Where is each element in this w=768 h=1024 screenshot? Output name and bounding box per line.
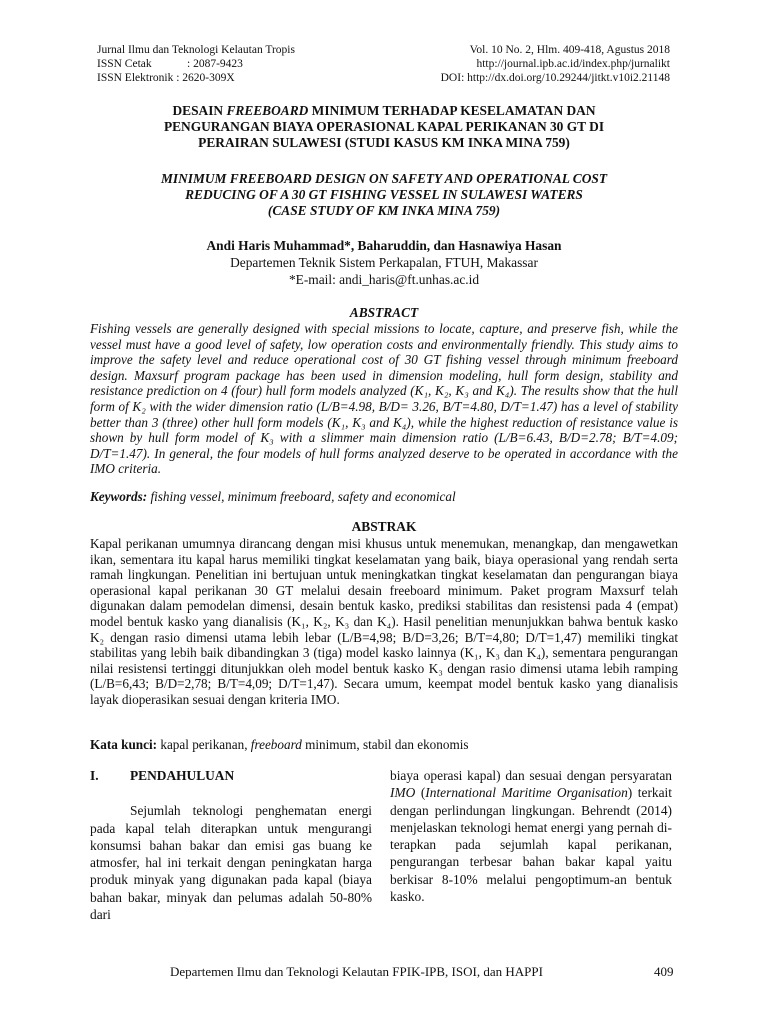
abstract-heading: ABSTRACT	[349, 305, 419, 320]
title-indonesian	[90, 103, 678, 151]
kata-kunci-label: Kata kunci:	[90, 737, 158, 752]
author-block	[90, 237, 678, 288]
keywords-id	[90, 737, 678, 753]
right-text-imo-full: International Maritime Organisation	[425, 785, 628, 801]
volume-info: Vol. 10 No. 2, Hlm. 409-418, Agustus 2018	[469, 44, 670, 56]
title-id-italic: FREEBOARD	[226, 103, 309, 118]
title-en-line3: (CASE STUDY OF KM INKA MINA 759)	[267, 203, 501, 218]
abstrak-body: Kapal perikanan umumnya dirancang dengan misi khusus untuk menemukan, menangkap, dan mengawetkan ikan, sementara itu kapal harus memiliki tingkat keselamatan yang baik, biaya operasional yang rendah serta ramah lingkungan. Penelitian ini bertujuan untuk meningkatkan tingkat keselamatan dan pengurangan biaya operasional kapal perikanan 30 GT melalui desain freeboard minimum. Paket program Maxsurf telah digunakan dalam pemodelan dimensi, desain bentuk kasko, prediksi stabilitas dan resistensi pada 4 (empat) model bentuk kasko yang dianalisis (K₁, K₂, K₃ dan K₄). Hasil penelitian menunjukkan bahwa bentuk kasko K₂ dengan rasio dimensi utama lebih lebar (L/B=4,98; B/D=3,26; B/T=4,80; D/T=1,47) memiliki tingkat stabilitas yang lebih baik dibandingkan 3 (tiga) model kasko lainnya (K₁, K₃ dan K₄), sementara pengurangan nilai resistensi tertinggi ditunjukkan oleh model bentuk kasko K₃ dengan rasio dimensi utama lebih ramping (L/B=6,43; B/D=2,78; B/T=4,09; D/T=1,47). Secara umum, keempat model bentuk kasko yang dianalisis layak dioperasikan sesuai dengan kriteria IMO.	[90, 536, 678, 707]
title-id-part3: MINIMUM TERHADAP KESELAMATAN DAN	[308, 103, 596, 118]
title-id-line2: PENGURANGAN BIAYA OPERASIONAL KAPAL PERIKANAN 30 GT DI	[163, 119, 605, 134]
journal-url[interactable]: http://journal.ipb.ac.id/index.php/jurnalikt	[476, 58, 670, 70]
right-text-c: (	[415, 785, 426, 801]
journal-name: Jurnal Ilmu dan Teknologi Kelautan Tropis	[97, 44, 295, 56]
kata-kunci-italic: freeboard	[250, 737, 302, 752]
issn-print-value: : 2087-9423	[187, 58, 243, 70]
right-text-e: ) terkait dengan perlindungan lingkungan. Behrendt (2014) menjelaskan teknologi hemat energi yang pernah di-terapkan pada sejumlah kapal perikanan, pengurangan terbesar bahan bakar kapal yaitu berkisar 8-10% melalui pengoptimum-an bentuk kasko.	[390, 785, 672, 905]
title-id-line3: PERAIRAN SULAWESI (STUDI KASUS KM INKA MINA 759)	[198, 135, 570, 150]
author-affiliation: Departemen Teknik Sistem Perkapalan, FTUH, Makassar	[230, 255, 538, 270]
kata-kunci-c: minimum, stabil dan ekonomis	[301, 737, 469, 752]
page-number: 409	[654, 964, 674, 979]
journal-header-right	[441, 43, 670, 85]
journal-header-left	[97, 43, 295, 85]
section-heading	[90, 767, 372, 784]
section-number: I.	[90, 768, 99, 783]
title-en-line1: MINIMUM FREEBOARD DESIGN ON SAFETY AND OPERATIONAL COST	[160, 171, 608, 186]
title-en-line2: REDUCING OF A 30 GT FISHING VESSEL IN SULAWESI WATERS	[185, 187, 583, 202]
body-column-right	[390, 767, 672, 905]
intro-paragraph: Sejumlah teknologi penghematan energi pada kapal telah diterapkan untuk mengurangi konsumsi bahan bakar dan emisi gas buang ke atmosfer, hal ini terkait dengan peningkatan harga produk minyak yang digunakan pada kapal (biaya bahan bakar, minyak dan pelumas adalah 50-80% dari	[90, 803, 372, 923]
right-text-a: biaya operasi kapal) dan sesuai dengan persyaratan	[390, 768, 672, 783]
kata-kunci-a: kapal perikanan,	[157, 737, 251, 752]
author-names: Andi Haris Muhammad*, Baharuddin, dan Hasnawiya Hasan	[206, 238, 562, 253]
right-text-imo: IMO	[390, 785, 416, 801]
issn-online: ISSN Elektronik : 2620-309X	[97, 72, 235, 84]
keywords-label: Keywords:	[90, 489, 148, 504]
doi-link[interactable]: DOI: http://dx.doi.org/10.29244/jitkt.v10i2.21148	[440, 72, 670, 84]
title-english	[90, 171, 678, 219]
abstrak-heading: ABSTRAK	[351, 519, 417, 534]
title-id-part1: DESAIN	[172, 103, 227, 118]
author-email[interactable]: *E-mail: andi_haris@ft.unhas.ac.id	[288, 272, 480, 287]
keywords-en	[90, 489, 678, 505]
issn-print	[97, 57, 295, 71]
footer-institution: Departemen Ilmu dan Teknologi Kelautan FPIK-IPB, ISOI, dan HAPPI	[170, 964, 543, 979]
issn-print-label: ISSN Cetak	[97, 58, 152, 70]
keywords-text: fishing vessel, minimum freeboard, safety and economical	[147, 489, 456, 504]
body-column-left	[90, 767, 372, 923]
section-title: PENDAHULUAN	[130, 768, 235, 783]
abstract-body: Fishing vessels are generally designed with special missions to locate, capture, and preserve fish, while the vessel must have a good level of safety, low operation costs and environmentally friendly. This study aims to improve the safety level and reduce operational cost of 30 GT fishing vessel through minimum freeboard design. Maxsurf program package has been used in dimension modeling, hull form design, stability and resistance prediction on 4 (four) hull form models analyzed (K₁, K₂, K₃ and K₄). The results show that the hull form of K₂ with the wider dimension ratio (L/B=4.98, B/D= 3.26, B/T=4.80, D/T=1.47) has a level of stability better than 3 (three) other hull form models (K₁, K₃ and K₄), while the highest reduction of resistance value is shown by hull form model of K₃ with a slimmer main dimension ratio (L/B=6.43, B/D=2.78; B/T=4.09; D/T=1.47). In general, the four models of hull forms analyzed deserve to be operated in accordance with the IMO criteria.	[90, 321, 678, 477]
